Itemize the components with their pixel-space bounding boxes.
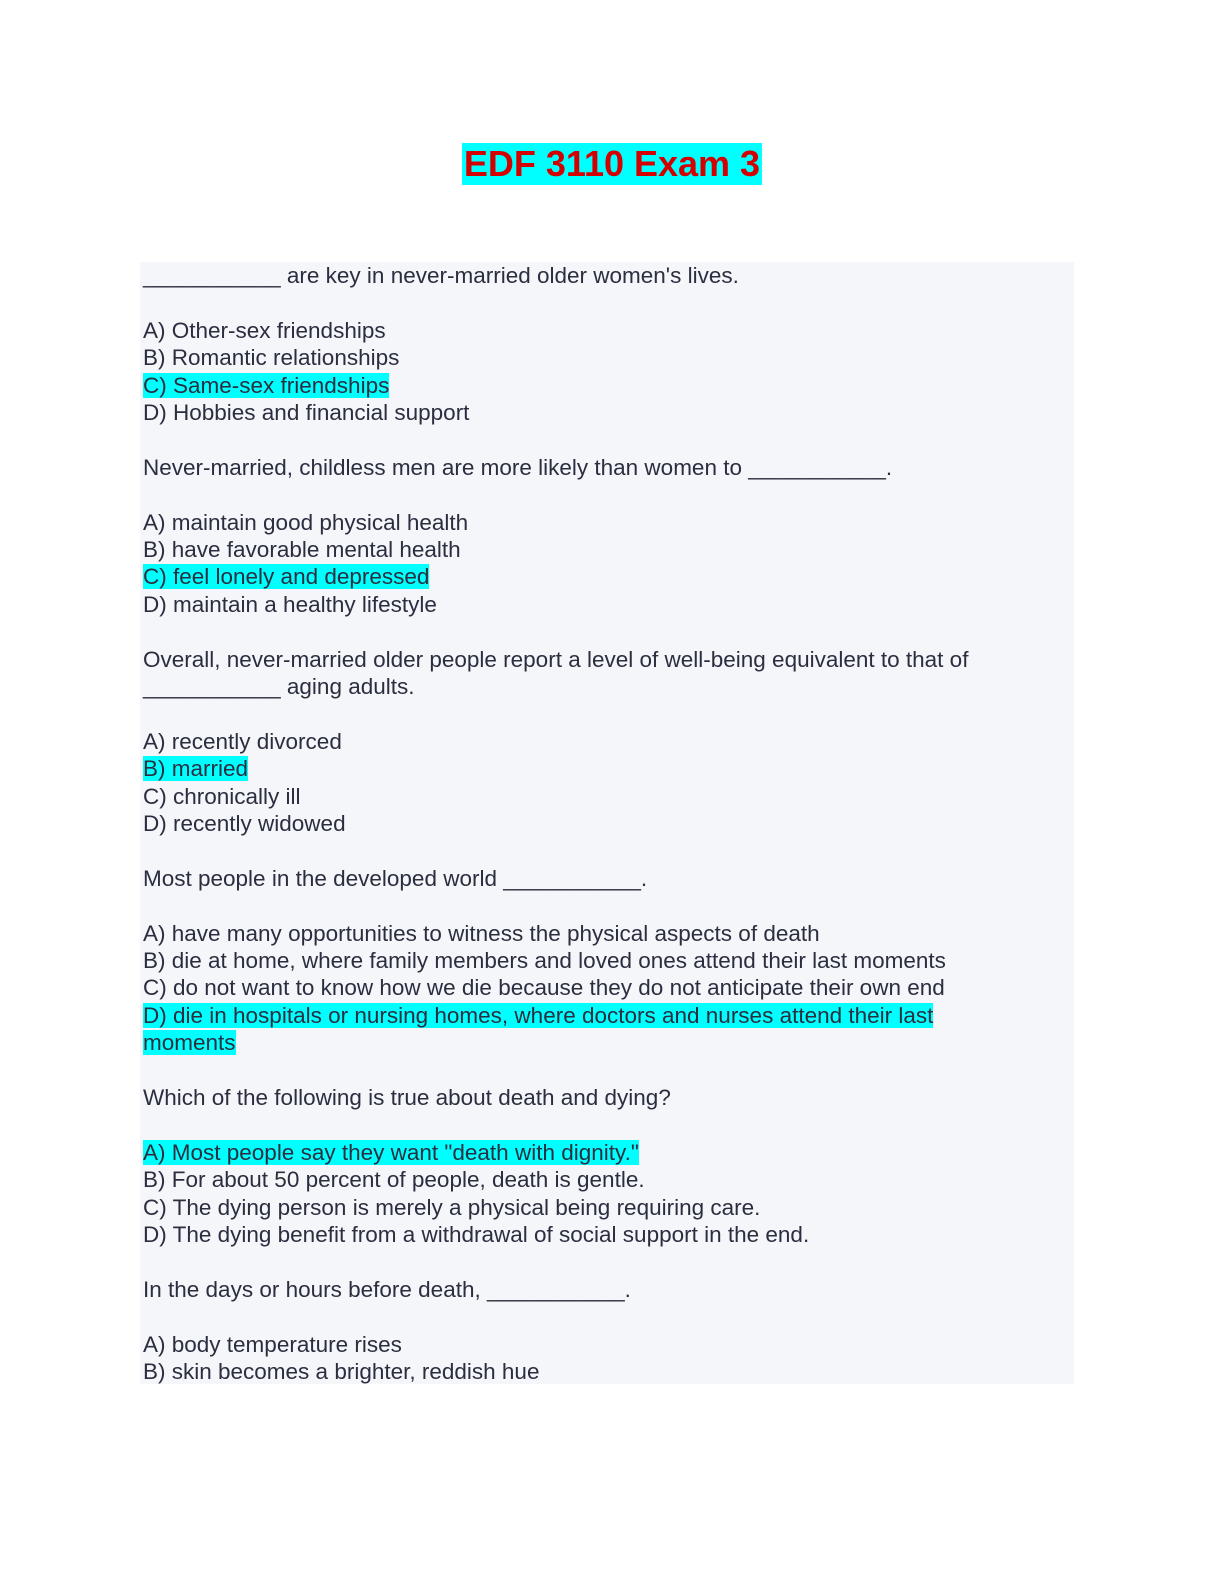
answer-highlight: C) feel lonely and depressed (143, 564, 430, 590)
option-a: A) Other-sex friendships (143, 317, 386, 343)
option-c: C) chronically ill (143, 783, 301, 809)
question-text: In the days or hours before death, ___________. (143, 1276, 631, 1302)
option-b: B) have favorable mental health (143, 537, 461, 563)
question-3 (143, 646, 1074, 865)
option-d-answer (143, 1002, 993, 1057)
page-title: EDF 3110 Exam 3 (463, 143, 761, 184)
option-c-answer (143, 563, 1074, 590)
answer-highlight: D) die in hospitals or nursing homes, where doctors and nurses attend their last moments (143, 1002, 934, 1056)
answer-highlight: C) Same-sex friendships (143, 372, 390, 398)
question-text: Never-married, childless men are more likely than women to ___________. (143, 454, 893, 480)
option-b: B) Romantic relationships (143, 345, 400, 371)
exam-content (140, 262, 1074, 1384)
option-a: A) have many opportunities to witness the physical aspects of death (143, 920, 820, 946)
question-text: Overall, never-married older people report a level of well-being equivalent to that of ___________ aging adults. (143, 646, 969, 700)
option-b-answer (143, 755, 1074, 782)
option-b: B) die at home, where family members and loved ones attend their last moments (143, 948, 946, 974)
option-c: C) The dying person is merely a physical being requiring care. (143, 1194, 761, 1220)
option-a: A) body temperature rises (143, 1331, 402, 1357)
question-4 (143, 865, 1074, 1084)
option-b: B) skin becomes a brighter, reddish hue (143, 1359, 540, 1385)
option-d: D) The dying benefit from a withdrawal of social support in the end. (143, 1222, 810, 1248)
option-d: D) recently widowed (143, 811, 346, 837)
option-a: A) maintain good physical health (143, 509, 469, 535)
question-2 (143, 454, 1074, 646)
question-6 (143, 1276, 1074, 1386)
option-c: C) do not want to know how we die because they do not anticipate their own end (143, 975, 945, 1001)
question-text: ___________ are key in never-married older women's lives. (143, 263, 739, 288)
option-a: A) recently divorced (143, 728, 342, 754)
option-c-answer (143, 372, 1074, 399)
question-text: Most people in the developed world ___________. (143, 865, 648, 891)
answer-highlight: B) married (143, 756, 249, 782)
option-a-answer (143, 1139, 1074, 1166)
answer-highlight: A) Most people say they want "death with dignity." (143, 1139, 639, 1165)
title-container (0, 143, 1224, 185)
option-b: B) For about 50 percent of people, death is gentle. (143, 1167, 645, 1193)
question-text: Which of the following is true about death and dying? (143, 1085, 671, 1111)
option-d: D) maintain a healthy lifestyle (143, 591, 437, 617)
question-5 (143, 1084, 1074, 1276)
question-1 (143, 262, 1074, 454)
option-d: D) Hobbies and financial support (143, 400, 470, 426)
